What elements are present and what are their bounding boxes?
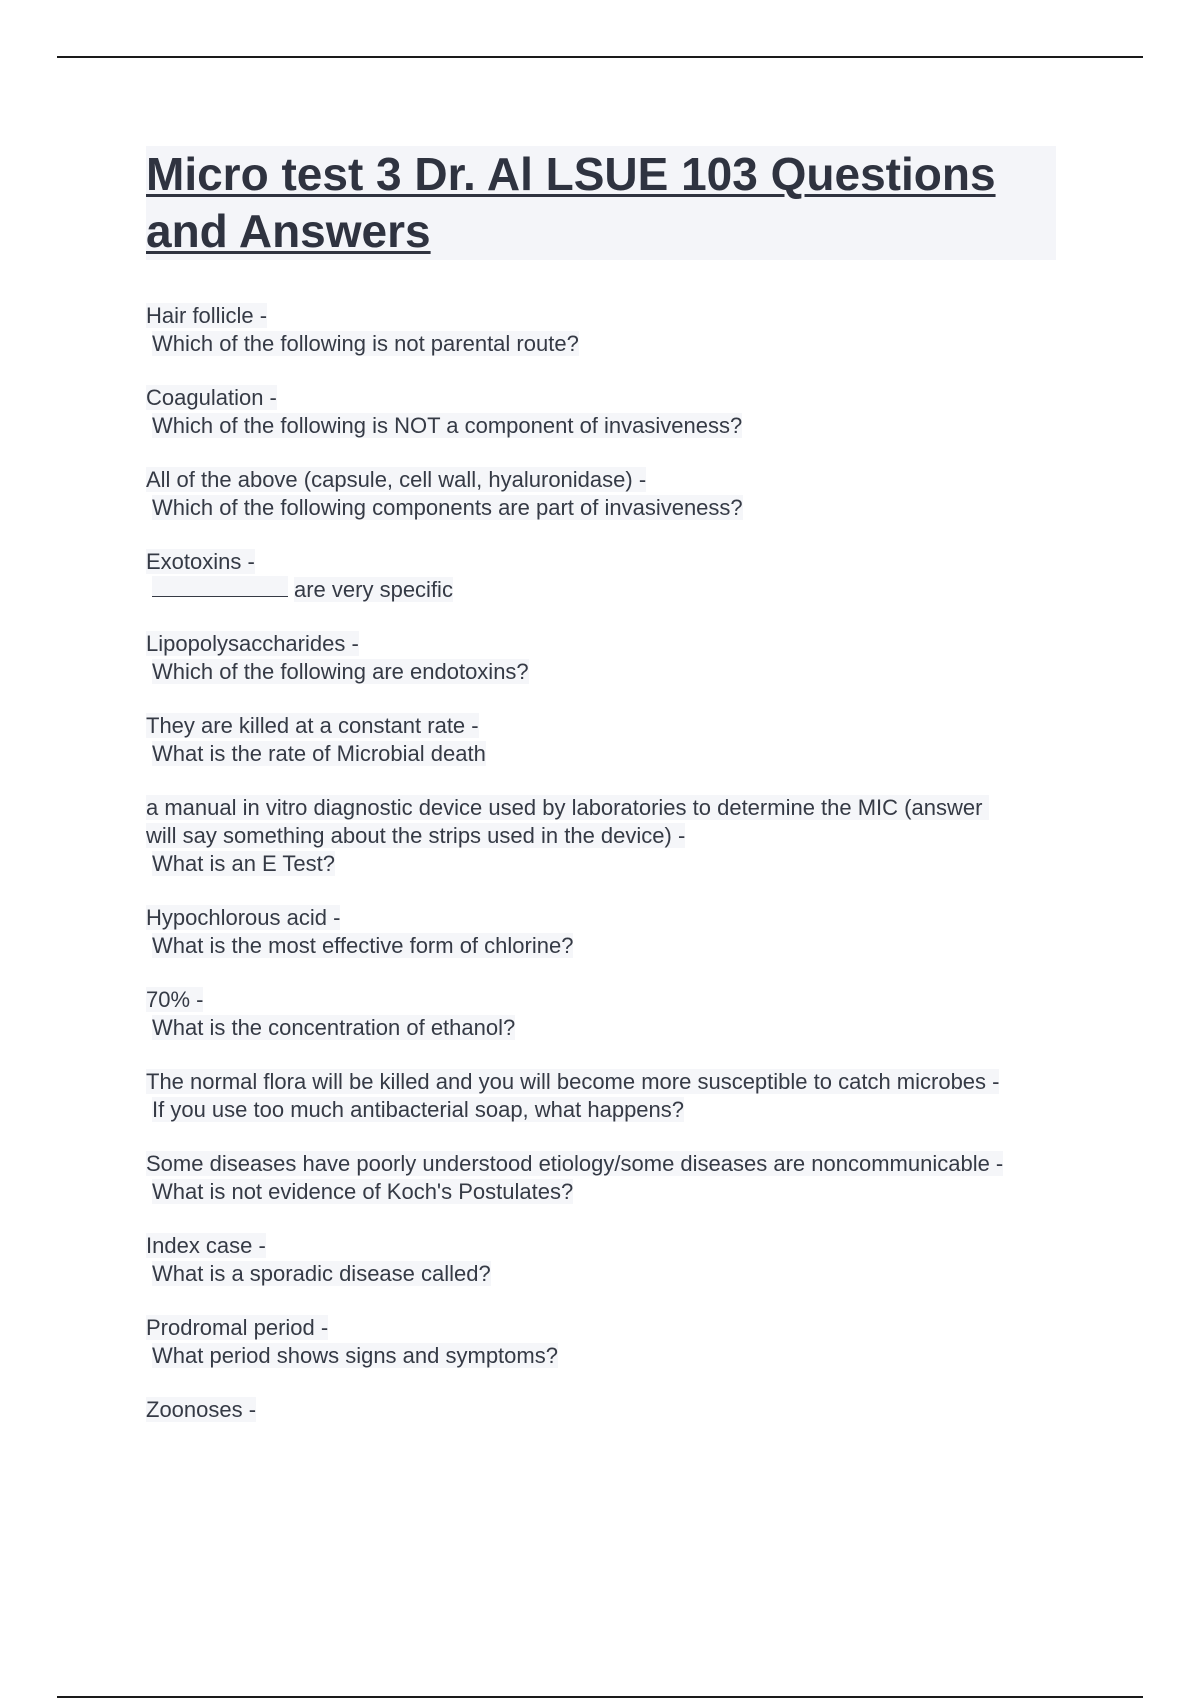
qa-item [146, 904, 1006, 960]
qa-item [146, 1314, 1006, 1370]
qa-answer: Some diseases have poorly understood etiology/some diseases are noncommunicable - [146, 1151, 1004, 1176]
qa-item [146, 794, 1006, 878]
qa-question: What is a sporadic disease called? [152, 1261, 491, 1286]
qa-question: If you use too much antibacterial soap, what happens? [152, 1097, 685, 1122]
document-title: Micro test 3 Dr. Al LSUE 103 Questions and Answers [146, 148, 996, 257]
qa-item [146, 302, 1006, 358]
qa-item [146, 1150, 1006, 1206]
qa-question: What period shows signs and symptoms? [152, 1343, 558, 1368]
qa-answer: a manual in vitro diagnostic device used by laboratories to determine the MIC (answer will say something about the strips used in the device) - [146, 795, 989, 848]
qa-item [146, 630, 1006, 686]
qa-question: Which of the following are endotoxins? [152, 659, 529, 684]
qa-answer: They are killed at a constant rate - [146, 713, 479, 738]
qa-question: Which of the following is NOT a component of invasiveness? [152, 413, 743, 438]
qa-question: What is the most effective form of chlorine? [152, 933, 574, 958]
qa-list [146, 302, 1006, 1450]
qa-item [146, 466, 1006, 522]
qa-answer: All of the above (capsule, cell wall, hyaluronidase) - [146, 467, 647, 492]
qa-answer: Prodromal period - [146, 1315, 329, 1340]
footer-rule [57, 1696, 1143, 1698]
title-block [146, 146, 1056, 260]
header-rule [57, 56, 1143, 58]
qa-answer: Hypochlorous acid - [146, 905, 341, 930]
qa-answer: Lipopolysaccharides - [146, 631, 359, 656]
qa-answer: Index case - [146, 1233, 266, 1258]
qa-question: What is the rate of Microbial death [152, 741, 486, 766]
qa-question: are very specific [146, 576, 1006, 604]
qa-question: What is not evidence of Koch's Postulates? [152, 1179, 574, 1204]
qa-item [146, 1232, 1006, 1288]
qa-answer: Hair follicle - [146, 303, 268, 328]
qa-item [146, 384, 1006, 440]
qa-answer: The normal flora will be killed and you will become more susceptible to catch microbes - [146, 1069, 1000, 1094]
qa-item [146, 548, 1006, 604]
qa-question: Which of the following components are part of invasiveness? [152, 495, 743, 520]
qa-answer: 70% - [146, 987, 204, 1012]
qa-answer: Coagulation - [146, 385, 277, 410]
qa-item [146, 1068, 1006, 1124]
qa-question: What is the concentration of ethanol? [152, 1015, 516, 1040]
qa-question: What is an E Test? [152, 851, 336, 876]
qa-question: Which of the following is not parental route? [152, 331, 579, 356]
qa-item [146, 712, 1006, 768]
fill-in-blank [152, 576, 288, 597]
qa-item [146, 986, 1006, 1042]
qa-answer: Zoonoses - [146, 1397, 257, 1422]
qa-item [146, 1396, 1006, 1424]
qa-answer: Exotoxins - [146, 549, 255, 574]
